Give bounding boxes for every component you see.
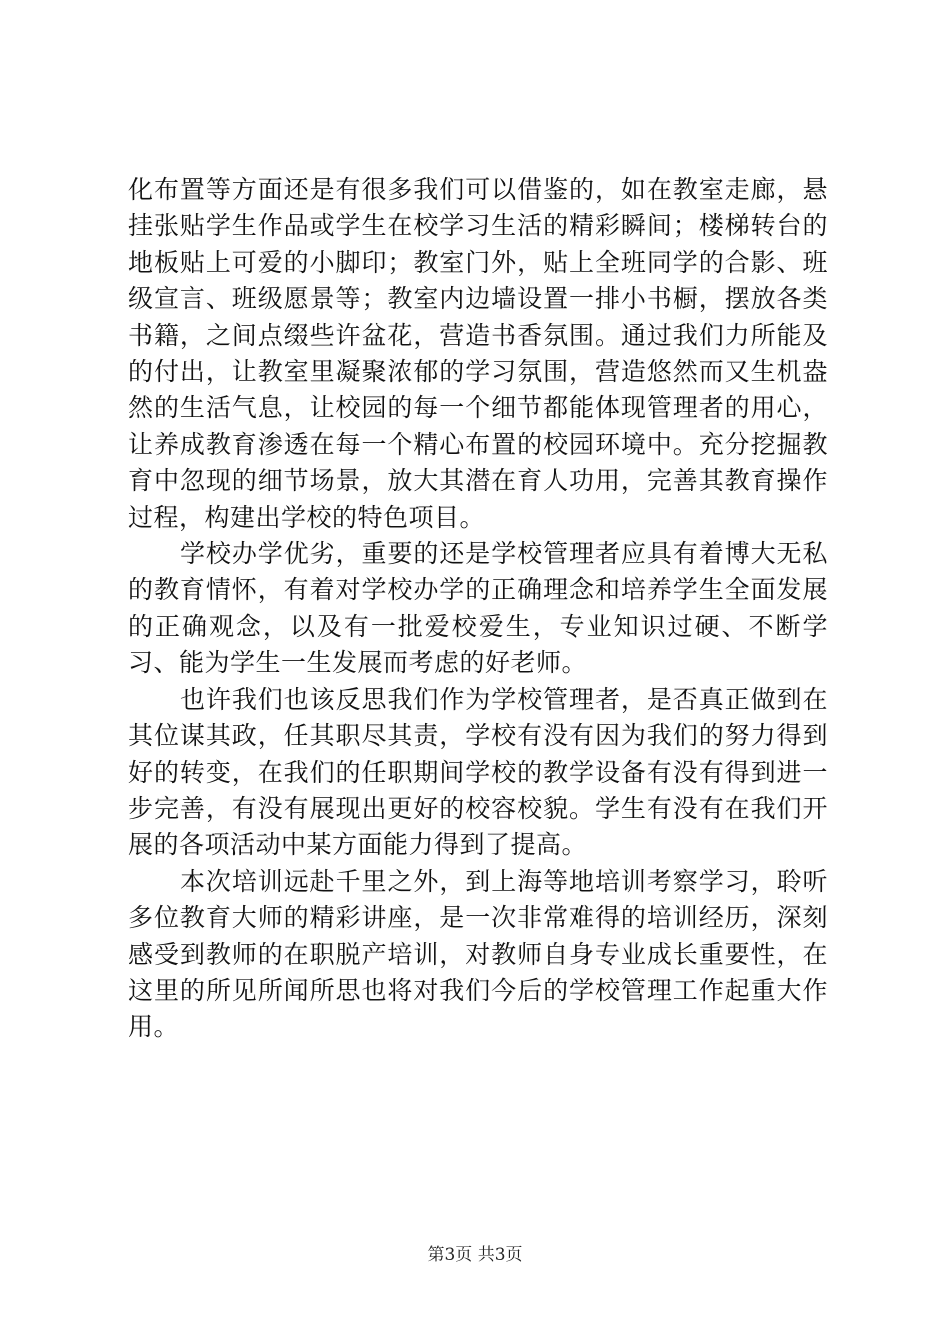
document-body	[128, 172, 828, 1046]
paragraph-2: 学校办学优劣，重要的还是学校管理者应具有着博大无私的教育情怀，有着对学校办学的正确理念和培养学生全面发展的正确观念，以及有一批爱校爱生，专业知识过硬、不断学习、能为学生一生发展而考虑的好老师。	[128, 539, 828, 678]
page-footer: 第3页 共3页	[427, 1245, 523, 1265]
paragraph-1: 化布置等方面还是有很多我们可以借鉴的，如在教室走廊，悬挂张贴学生作品或学生在校学习生活的精彩瞬间；楼梯转台的地板贴上可爱的小脚印；教室门外，贴上全班同学的合影、班级宣言、班级愿景等；教室内边墙设置一排小书橱，摆放各类书籍，之间点缀些许盆花，营造书香氛围。通过我们力所能及的付出，让教室里凝聚浓郁的学习氛围，营造悠然而又生机盎然的生活气息，让校园的每一个细节都能体现管理者的用心，让养成教育渗透在每一个精心布置的校园环境中。充分挖掘教育中忽现的细节场景，放大其潜在育人功用，完善其教育操作过程，构建出学校的特色项目。	[128, 175, 828, 532]
paragraph-4: 本次培训远赴千里之外，到上海等地培训考察学习，聆听多位教育大师的精彩讲座，是一次非常难得的培训经历，深刻感受到教师的在职脱产培训，对教师自身专业成长重要性，在这里的所见所闻所思也将对我们今后的学校管理工作起重大作用。	[128, 866, 828, 1042]
paragraph-3: 也许我们也该反思我们作为学校管理者，是否真正做到在其位谋其政，任其职尽其责，学校有没有因为我们的努力得到好的转变，在我们的任职期间学校的教学设备有没有得到进一步完善，有没有展现出更好的校容校貌。学生有没有在我们开展的各项活动中某方面能力得到了提高。	[128, 684, 828, 860]
